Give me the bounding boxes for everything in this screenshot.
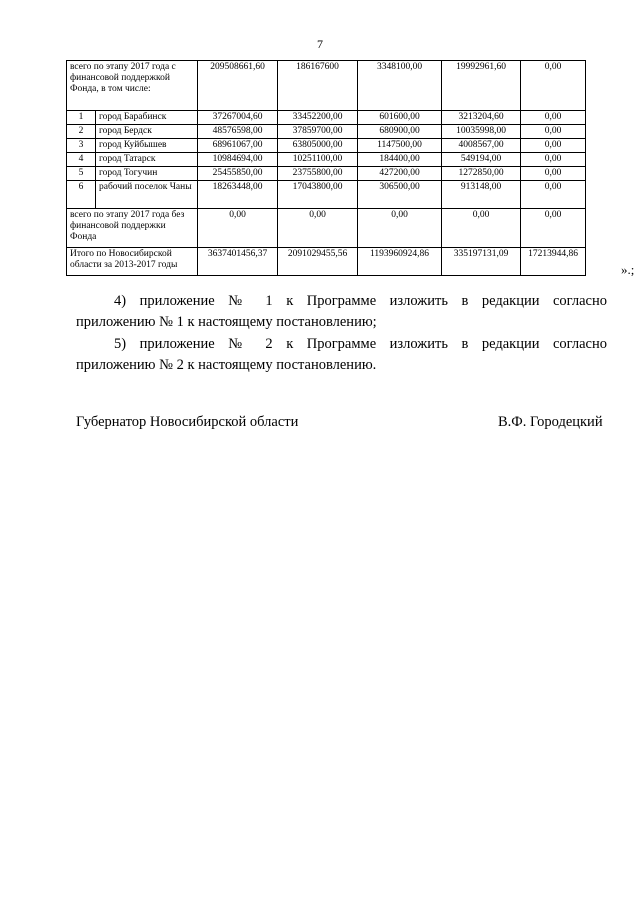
value-cell: 0,00 [521,139,586,153]
paragraph-4 [76,291,607,333]
paragraph-4-line-1: 4) приложение № 1 к Программе изложить в редакции согласно [114,293,607,309]
value-cell: 601600,00 [358,111,442,125]
value-cell: 3637401456,37 [198,248,278,276]
value-cell: 184400,00 [358,153,442,167]
value-cell: 0,00 [198,209,278,248]
closing-quote: ».; [621,262,635,277]
value-cell: 0,00 [521,61,586,111]
value-cell: 25455850,00 [198,167,278,181]
value-cell: 10035998,00 [442,125,521,139]
row-label: Итого по Новосибирской области за 2013-2017 годы [67,248,198,276]
row-index: 6 [67,181,96,209]
value-cell: 37859700,00 [278,125,358,139]
row-label: город Бердск [96,125,198,139]
signature-name: В.Ф. Городецкий [498,414,603,430]
value-cell: 680900,00 [358,125,442,139]
table-row [67,167,586,181]
value-cell: 17043800,00 [278,181,358,209]
value-cell: 3213204,60 [442,111,521,125]
value-cell: 23755800,00 [278,167,358,181]
row-label: город Татарск [96,153,198,167]
value-cell: 10251100,00 [278,153,358,167]
signature-title: Губернатор Новосибирской области [76,414,299,430]
row-index: 1 [67,111,96,125]
value-cell: 3348100,00 [358,61,442,111]
value-cell: 2091029455,56 [278,248,358,276]
value-cell: 37267004,60 [198,111,278,125]
paragraph-5 [76,334,607,376]
table-row [67,209,586,248]
value-cell: 209508661,60 [198,61,278,111]
value-cell: 0,00 [521,181,586,209]
table-row [67,111,586,125]
value-cell: 913148,00 [442,181,521,209]
value-cell: 33452200,00 [278,111,358,125]
row-index: 2 [67,125,96,139]
table-row [67,61,586,111]
value-cell: 0,00 [521,153,586,167]
value-cell: 17213944,86 [521,248,586,276]
row-index: 4 [67,153,96,167]
table-row [67,181,586,209]
row-label: всего по этапу 2017 года с финансовой поддержкой Фонда, в том числе: [67,61,198,111]
value-cell: 68961067,00 [198,139,278,153]
value-cell: 0,00 [521,125,586,139]
value-cell: 186167600 [278,61,358,111]
paragraph-5-line-1: 5) приложение № 2 к Программе изложить в редакции согласно [114,336,607,352]
paragraph-5-line-2: приложению № 2 к настоящему постановлению. [76,357,377,373]
row-label: город Куйбышев [96,139,198,153]
value-cell: 0,00 [442,209,521,248]
value-cell: 1147500,00 [358,139,442,153]
paragraph-4-line-2: приложению № 1 к настоящему постановлению; [76,314,377,330]
value-cell: 0,00 [521,209,586,248]
value-cell: 1272850,00 [442,167,521,181]
value-cell: 0,00 [358,209,442,248]
financing-table [66,60,586,276]
row-label: всего по этапу 2017 года без финансовой поддержки Фонда [67,209,198,248]
value-cell: 4008567,00 [442,139,521,153]
value-cell: 48576598,00 [198,125,278,139]
value-cell: 10984694,00 [198,153,278,167]
row-label: город Тогучин [96,167,198,181]
table-row [67,139,586,153]
value-cell: 63805000,00 [278,139,358,153]
table-body [67,61,586,276]
row-index: 5 [67,167,96,181]
row-label: рабочий поселок Чаны [96,181,198,209]
value-cell: 18263448,00 [198,181,278,209]
value-cell: 0,00 [278,209,358,248]
value-cell: 335197131,09 [442,248,521,276]
value-cell: 0,00 [521,167,586,181]
row-label: город Барабинск [96,111,198,125]
page-number: 7 [317,37,323,51]
table-row [67,125,586,139]
table-row [67,248,586,276]
value-cell: 549194,00 [442,153,521,167]
value-cell: 0,00 [521,111,586,125]
value-cell: 306500,00 [358,181,442,209]
value-cell: 427200,00 [358,167,442,181]
value-cell: 1193960924,86 [358,248,442,276]
value-cell: 19992961,60 [442,61,521,111]
row-index: 3 [67,139,96,153]
table-row [67,153,586,167]
